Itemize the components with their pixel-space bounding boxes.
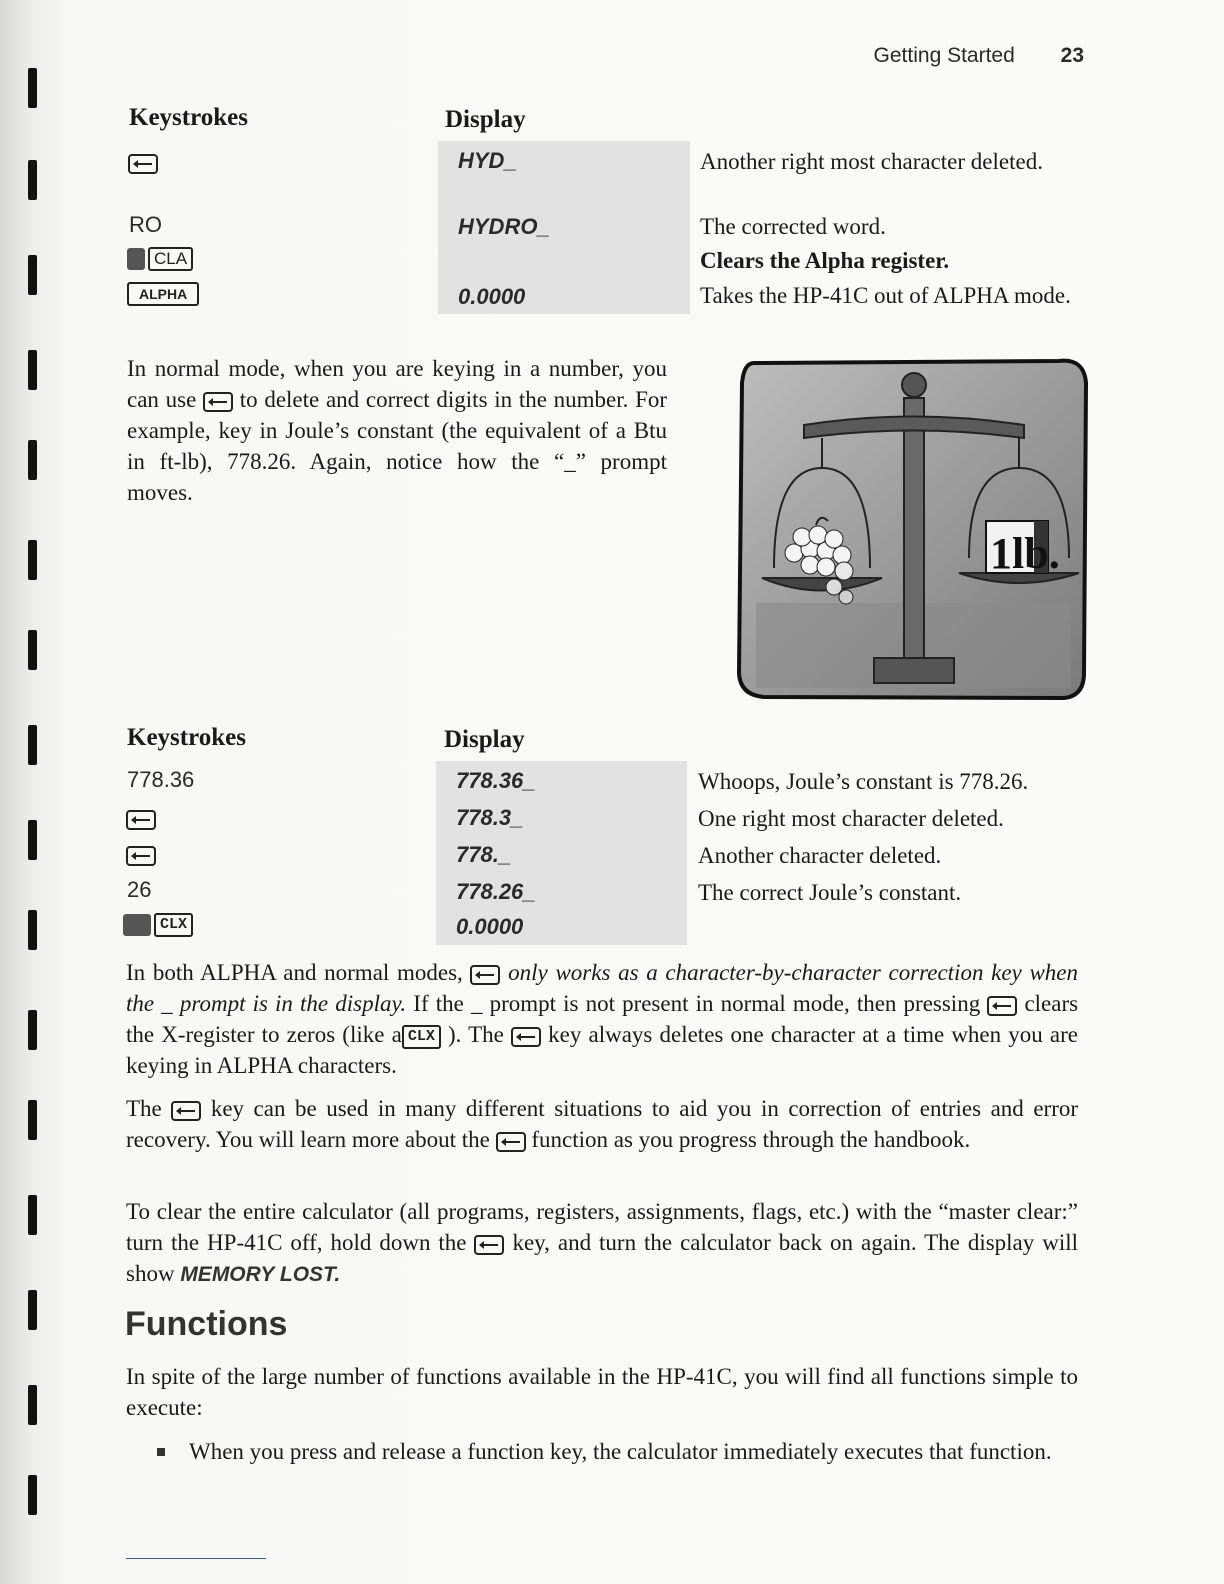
- keystroke-shift-clx: [123, 911, 193, 937]
- backspace-key-icon: [126, 810, 156, 830]
- binding-hole: [28, 1475, 37, 1515]
- display-value: HYDRO_: [458, 214, 550, 239]
- keystroke-text: RO: [129, 212, 162, 237]
- correction-paragraph: [126, 957, 1078, 1081]
- keystroke-backspace: [126, 842, 156, 868]
- row-description: Whoops, Joule’s constant is 778.26.: [698, 769, 1029, 794]
- clx-key: CLX: [154, 913, 193, 937]
- para3-text: To clear the entire calculator (all programs, registers, assignments, flags, etc.) with the “master clear:” turn the HP-41C off, hold down the: [126, 1199, 1078, 1255]
- backspace-key-icon: [128, 154, 158, 174]
- para1-text: prompt is not present in normal mode, then pressing: [489, 991, 981, 1016]
- para2-text: key can be used in many different situations to aid you in correction of entries and error recovery. You will learn more about the: [126, 1096, 1079, 1152]
- para1-italic: prompt is in the display.: [179, 991, 407, 1016]
- bullet-text: When you press and release a function key, the calculator immediately executes that function.: [189, 1439, 1052, 1464]
- binding-hole: [28, 1195, 37, 1235]
- backspace-key-icon: [470, 965, 500, 985]
- footer-rule: [126, 1558, 266, 1559]
- functions-intro: In spite of the large number of functions available in the HP-41C, you will find all functions simple to execute:: [126, 1364, 1078, 1420]
- display-value: 778.36_: [456, 768, 536, 793]
- binding-hole: [28, 540, 37, 580]
- row-description: The corrected word.: [700, 214, 886, 239]
- binding-hole: [28, 160, 37, 200]
- binding-hole: [28, 630, 37, 670]
- keystroke-text: 26: [127, 877, 152, 902]
- display-heading: Display: [445, 106, 526, 133]
- row-description: Takes the HP-41C out of ALPHA mode.: [700, 283, 1071, 308]
- functions-bullet: [189, 1436, 1078, 1467]
- prompt-symbol: _: [161, 991, 173, 1016]
- binding-hole: [28, 820, 37, 860]
- backspace-key-icon: [511, 1027, 541, 1047]
- weight-label: 1lb.: [990, 529, 1060, 578]
- para1-text: key always deletes one character at a time when you are keying in ALPHA characters.: [126, 1022, 1078, 1078]
- row-description: Another right most character deleted.: [700, 149, 1043, 174]
- balance-scale-illustration: [734, 353, 1088, 701]
- backspace-key-icon: [987, 996, 1017, 1016]
- row-description: Another character deleted.: [698, 843, 942, 868]
- backspace-key-icon: [474, 1235, 504, 1255]
- para1-text: In both ALPHA and normal modes,: [126, 960, 463, 985]
- backspace-key-icon: [203, 392, 233, 412]
- master-clear-paragraph: [126, 1196, 1078, 1290]
- memory-lost-text: MEMORY LOST.: [180, 1263, 341, 1286]
- binding-hole: [28, 68, 37, 108]
- binding-hole: [28, 440, 37, 480]
- cla-key: CLA: [148, 247, 193, 271]
- alpha-key: ALPHA: [127, 282, 199, 306]
- functions-heading: Functions: [125, 1305, 288, 1343]
- backspace-key-icon: [126, 846, 156, 866]
- para1-italic: only works as a character-by-character correction key when the: [126, 960, 1078, 1016]
- para2-text: The: [126, 1096, 162, 1121]
- keystroke-backspace: [126, 806, 156, 832]
- para1-text: If the: [413, 991, 464, 1016]
- clx-key: CLX: [402, 1025, 441, 1049]
- scale-pillar: [904, 398, 924, 673]
- bullet-square: [157, 1448, 165, 1456]
- para1-text: clears the X-register to zeros (like a: [126, 991, 1079, 1047]
- binding-hole: [28, 1100, 37, 1140]
- display-value: 0.0000: [456, 914, 524, 939]
- scale-base: [874, 658, 954, 683]
- shift-key-icon: [127, 248, 145, 270]
- keystrokes-heading: Keystrokes: [127, 724, 246, 751]
- display-value: 778.3_: [456, 805, 524, 830]
- binding-hole: [28, 725, 37, 765]
- binding-hole: [28, 1010, 37, 1050]
- para1-text: ). The: [447, 1022, 504, 1047]
- intro-text-2: to delete and correct digits in the number. For example, key in Joule’s constant (the equivalent of a Btu in ft-lb), 778.26. Again, notice how the “_” prompt moves.: [127, 387, 668, 505]
- binding-hole: [28, 1385, 37, 1425]
- running-header: [874, 44, 1084, 68]
- intro-paragraph: [127, 353, 667, 508]
- row-description: One right most character deleted.: [698, 806, 1004, 831]
- para2-text: function as you progress through the handbook.: [531, 1127, 971, 1152]
- backspace-key-icon: [496, 1132, 526, 1152]
- display-value: 778.26_: [456, 879, 536, 904]
- binding-hole: [28, 910, 37, 950]
- keystrokes-heading: Keystrokes: [129, 104, 248, 131]
- prompt-symbol: _: [470, 991, 483, 1016]
- keystroke-alpha: [127, 280, 199, 306]
- display-value: 0.0000: [458, 284, 526, 309]
- binding-hole: [28, 350, 37, 390]
- binding-hole: [28, 1290, 37, 1330]
- row-description: The correct Joule’s constant.: [698, 880, 962, 905]
- keystroke-backspace: [128, 150, 158, 176]
- backspace-key-icon: [171, 1101, 201, 1121]
- keystroke-text: 778.36: [127, 767, 195, 792]
- recovery-paragraph: [126, 1093, 1078, 1155]
- row-description: Clears the Alpha register.: [700, 248, 950, 273]
- section-title: Getting Started: [873, 44, 1015, 67]
- display-value: HYD_: [458, 148, 517, 173]
- para3-text: key, and turn the calculator back on again. The display will show: [126, 1230, 1078, 1286]
- binding-hole: [28, 255, 37, 295]
- shift-key-icon: [123, 914, 151, 936]
- keystroke-shift-cla: [127, 245, 193, 271]
- spiral-binding: [0, 0, 38, 1584]
- page-number: 23: [1060, 44, 1084, 67]
- display-value: 778._: [456, 842, 512, 867]
- pillar-knob: [902, 373, 926, 397]
- display-heading: Display: [444, 726, 525, 753]
- intro-text-1: In normal mode, when you are keying in a number, you can use: [127, 356, 667, 412]
